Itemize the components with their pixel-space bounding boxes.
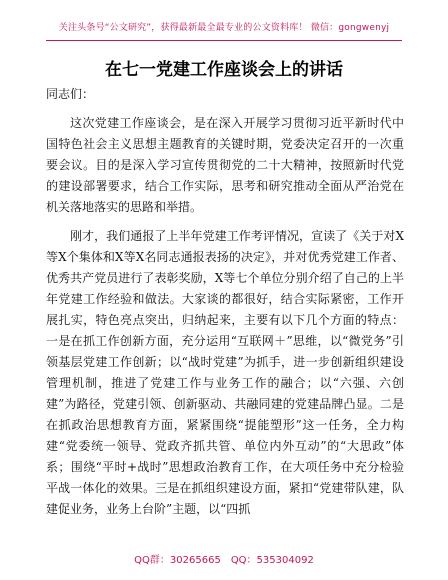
- document-title: 在七一党建工作座谈会上的讲话: [105, 60, 343, 80]
- paragraph-2: 刚才，我们通报了上半年党建工作考评情况，宣读了《关于对X等X个集体和X等X名同志通报表扬的决定》，并对优秀党建工作者、优秀共产党员进行了表彰奖励，X等七个单位分别介绍了自己的上半年党建工作经验和做法。大家谈的都很好，结合实际紧密，工作开展扎实，特色亮点突出，归纳起来，主要有以下几个方面的特点：一是在抓工作创新方面，充分运用“互联网＋”思维，以“微党务”引领基层党建工作创新；以“战时党建”为抓手，进一步创新组织建设管理机制，推进了党建工作与业务工作的融合；以“六强、六创建”为路径，党建引领、创新驱动、共融同建的党建品牌凸显。二是在抓政治思想教育方面，紧紧围绕“提能塑形”这一任务，全力构建“党委统一领导、党政齐抓共管、单位内外互动”的“大思政”体系；围绕“平时+战时”思想政治教育工作，在大项任务中充分检验平战一体化的效果。三是在抓组织建设方面，紧扣“党建带队建，队建促业务，业务上台阶”主题，以“四抓: [46, 229, 404, 516]
- paragraph-1: 这次党建工作座谈会，是在深入开展学习贯彻习近平新时代中国特色社会主义思想主题教育的关键时期，党委决定召开的一次重要会议。目的是深入学习宣传贯彻党的二十大精神，按照新时代党的建设部署要求，结合工作实际，思考和研究推动全面从严治党在机关落地落实的思路和举措。: [46, 116, 404, 214]
- contact-footer: [0, 551, 448, 566]
- promo-header: 关注头条号“公文研究”，获得最新最全最专业的公文资料库！ 微信：gongwenyj: [58, 23, 390, 33]
- qq-text: QQ：535304092: [230, 555, 314, 566]
- document-body: [46, 84, 404, 520]
- salutation: 同志们：: [46, 87, 95, 101]
- qq-group-text: QQ群：30265665: [134, 555, 221, 566]
- header-divider: [46, 40, 402, 41]
